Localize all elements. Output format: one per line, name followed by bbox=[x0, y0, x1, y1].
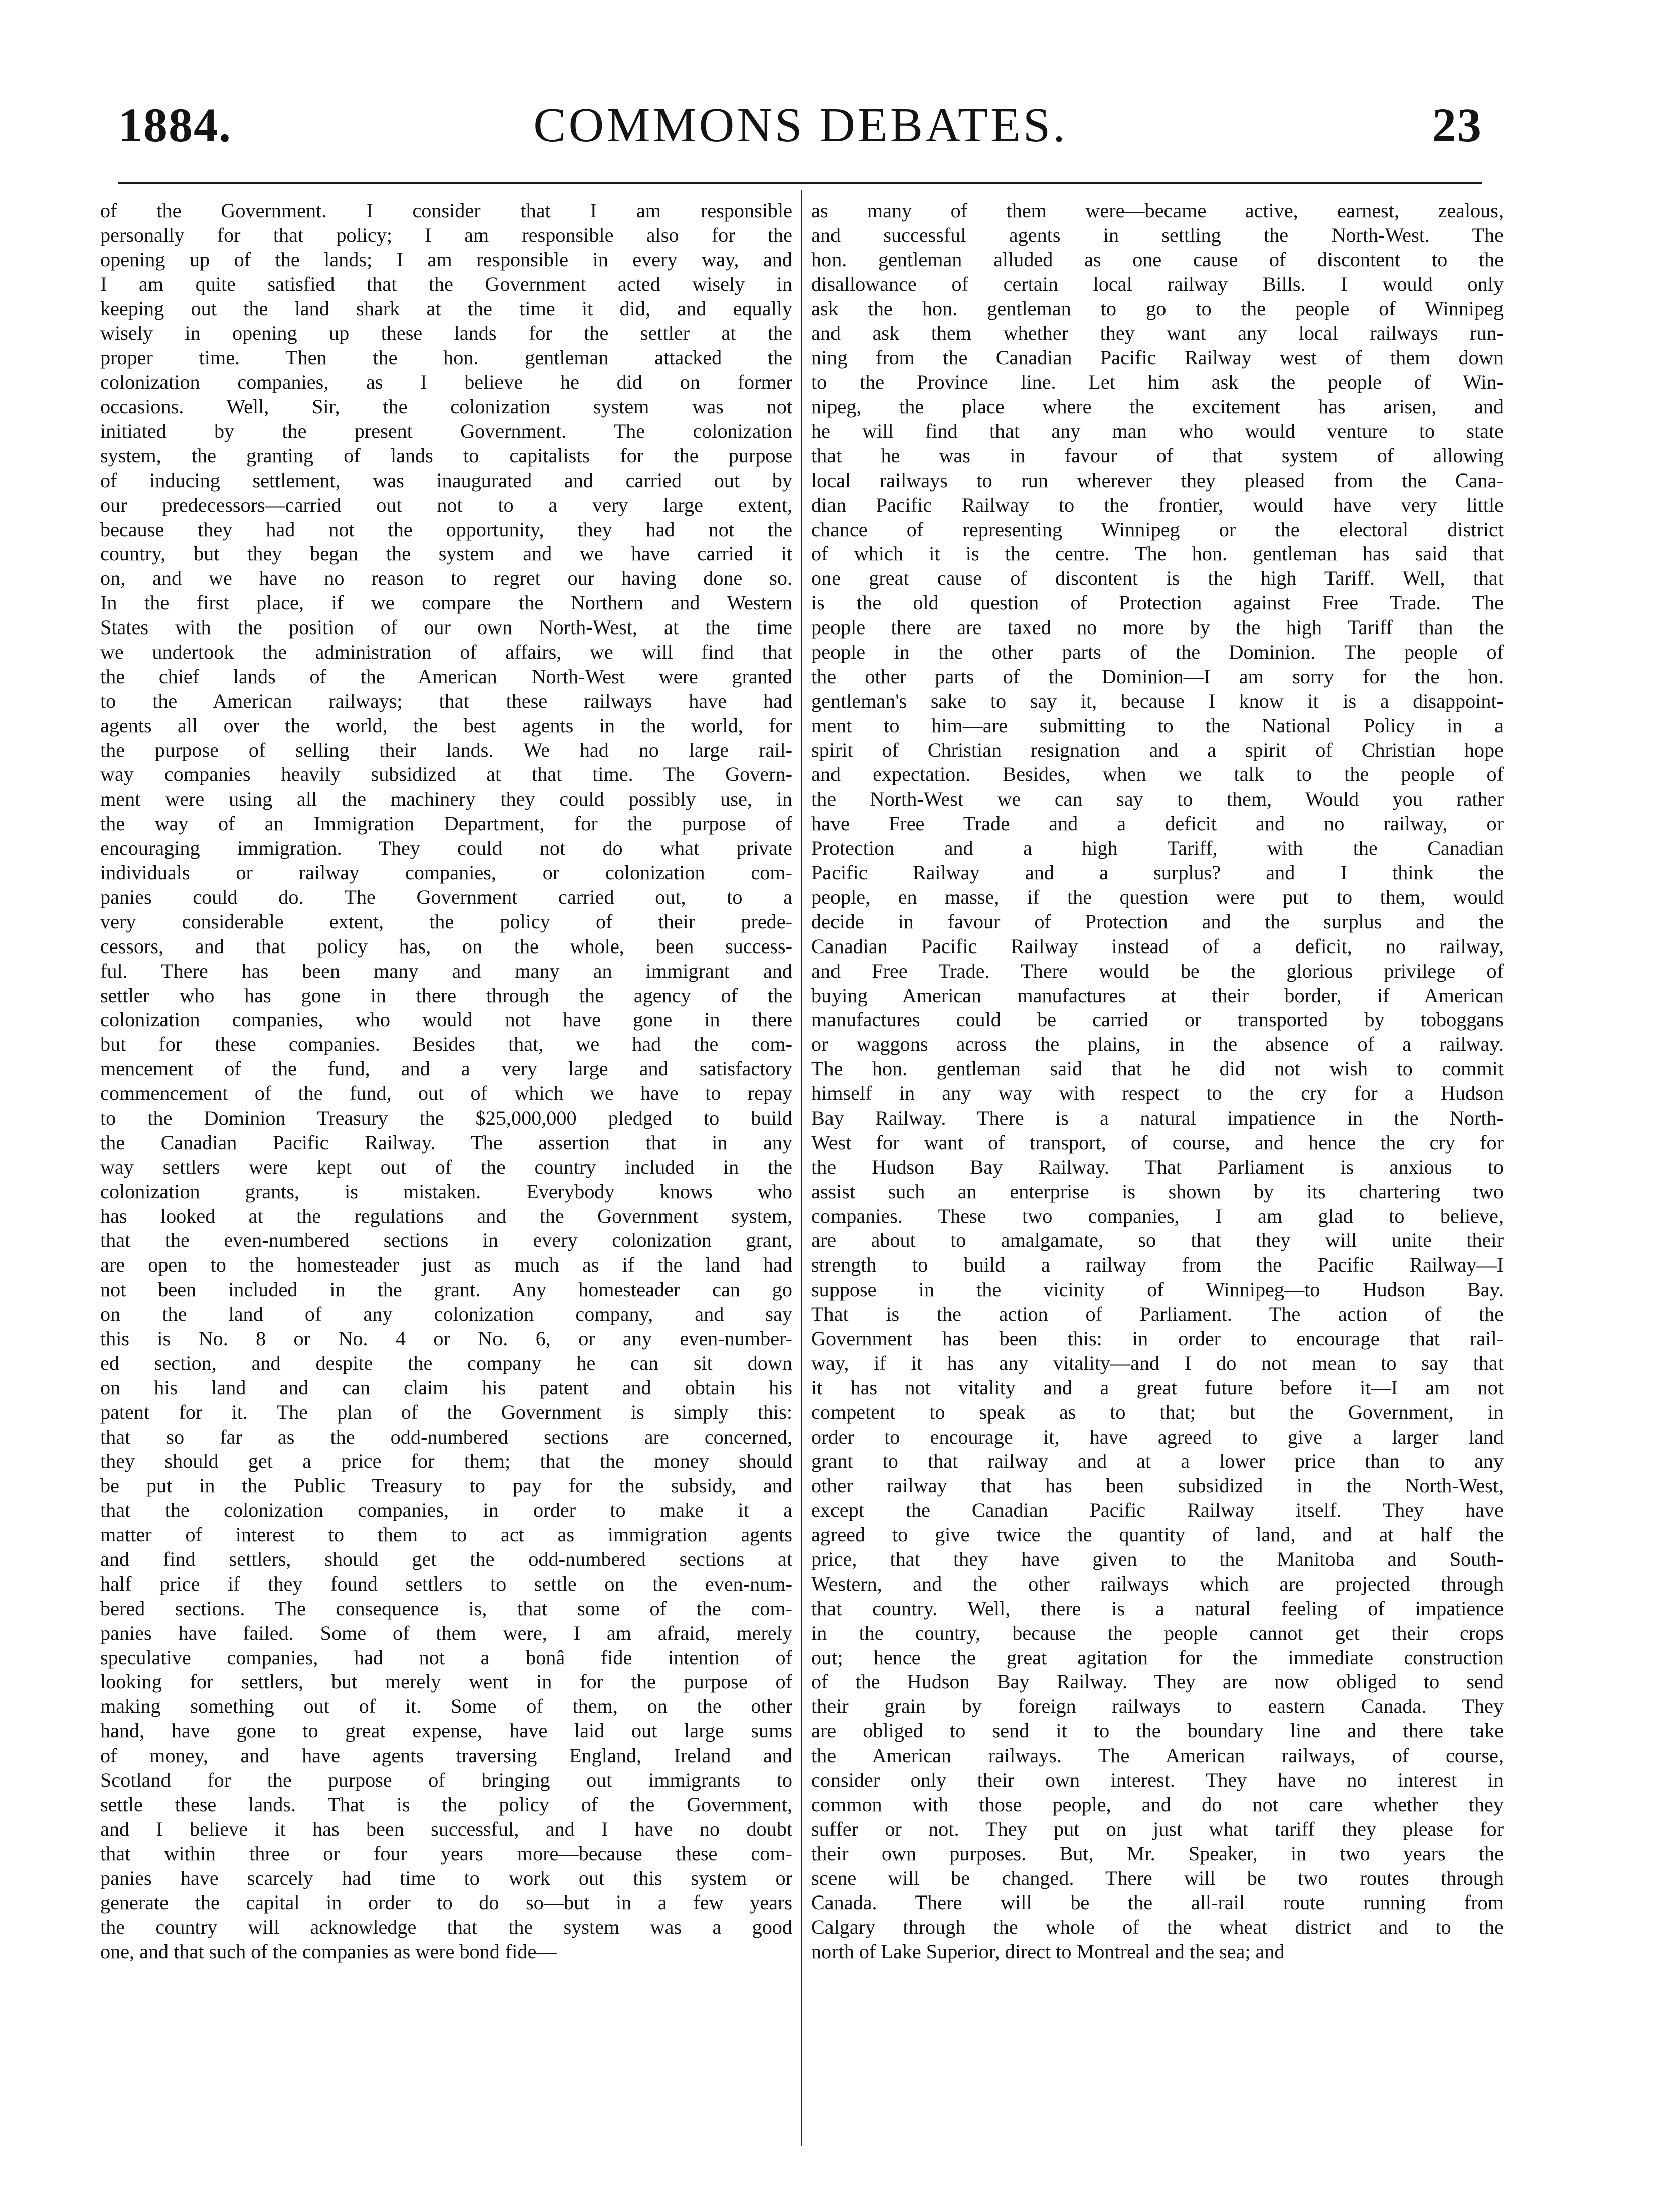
text-line: The hon. gentleman said that he did not wish to commit bbox=[811, 1057, 1504, 1080]
text-line: settler who has gone in there through the agency of the bbox=[100, 984, 792, 1007]
text-line: to the American railways; that these railways have had bbox=[100, 689, 792, 712]
text-line: he will find that any man who would venture to state bbox=[811, 420, 1504, 443]
text-line: people there are taxed no more by the high Tariff than the bbox=[811, 616, 1504, 639]
text-line: West for want of transport, of course, and hence the cry for bbox=[811, 1131, 1504, 1154]
text-line: because they had not the opportunity, they had not the bbox=[100, 518, 792, 541]
text-line: ful. There has been many and many an immigrant and bbox=[100, 959, 792, 982]
text-line: way, if it has any vitality—and I do not mean to say that bbox=[811, 1351, 1504, 1374]
text-line: it has not vitality and a great future before it—I am not bbox=[811, 1376, 1504, 1399]
text-line: generate the capital in order to do so—but in a few years bbox=[100, 1891, 792, 1914]
text-line: our predecessors—carried out not to a very large extent, bbox=[100, 493, 792, 516]
text-line: competent to speak as to that; but the Government, in bbox=[811, 1400, 1504, 1424]
text-line: except the Canadian Pacific Railway itself. They have bbox=[811, 1499, 1504, 1522]
text-line: as many of them were—became active, earnest, zealous, bbox=[811, 199, 1504, 222]
column-divider bbox=[801, 190, 802, 2146]
text-line: order to encourage it, have agreed to give a larger land bbox=[811, 1425, 1504, 1448]
text-line: north of Lake Superior, direct to Montreal and the sea; and bbox=[811, 1940, 1285, 1963]
text-line: speculative companies, had not a bonâ fide intention of bbox=[100, 1646, 792, 1669]
text-line: one, and that such of the companies as were bond fide— bbox=[100, 1940, 557, 1963]
text-line: proper time. Then the hon. gentleman attacked the bbox=[100, 346, 792, 369]
text-line: we undertook the administration of affairs, we will find that bbox=[100, 641, 792, 664]
text-line: half price if they found settlers to settle on the even-num- bbox=[100, 1572, 792, 1595]
text-line: dian Pacific Railway to the frontier, would have very little bbox=[811, 493, 1504, 516]
text-line: individuals or railway companies, or colonization com- bbox=[100, 861, 792, 884]
text-line: agreed to give twice the quantity of land, and at half the bbox=[811, 1523, 1504, 1546]
text-line: matter of interest to them to act as immigration agents bbox=[100, 1523, 792, 1546]
text-line: have Free Trade and a deficit and no railway, or bbox=[811, 812, 1504, 835]
text-line: suppose in the vicinity of Winnipeg—to Hudson Bay. bbox=[811, 1278, 1504, 1301]
text-line: of which it is the centre. The hon. gentleman has said that bbox=[811, 542, 1504, 565]
text-line: panies have scarcely had time to work out this system or bbox=[100, 1866, 792, 1889]
text-line: the chief lands of the American North-West were granted bbox=[100, 665, 792, 688]
text-line: are obliged to send it to the boundary line and there take bbox=[811, 1719, 1504, 1743]
text-line: of inducing settlement, was inaugurated and carried out by bbox=[100, 468, 792, 492]
left-text-column bbox=[100, 199, 792, 2140]
text-line: out; hence the great agitation for the immediate construction bbox=[811, 1646, 1504, 1669]
text-line: that the colonization companies, in order to make it a bbox=[100, 1499, 792, 1522]
text-line: That is the action of Parliament. The action of the bbox=[811, 1303, 1504, 1326]
text-line: be put in the Public Treasury to pay for the subsidy, and bbox=[100, 1474, 792, 1497]
text-line: and successful agents in settling the North-West. The bbox=[811, 223, 1504, 246]
text-line: their grain by foreign railways to eastern Canada. They bbox=[811, 1695, 1504, 1718]
text-line: the Hudson Bay Railway. That Parliament is anxious to bbox=[811, 1155, 1504, 1178]
text-line: initiated by the present Government. The colonization bbox=[100, 420, 792, 443]
text-line: colonization grants, is mistaken. Everybody knows who bbox=[100, 1180, 792, 1203]
text-line: that within three or four years more—because these com- bbox=[100, 1842, 792, 1865]
text-line: to the Dominion Treasury the $25,000,000 pledged to build bbox=[100, 1106, 792, 1129]
text-line: ment were using all the machinery they could possibly use, in bbox=[100, 787, 792, 811]
text-line: they should get a price for them; that the money should bbox=[100, 1450, 792, 1473]
text-line: patent for it. The plan of the Government is simply this: bbox=[100, 1400, 792, 1424]
text-line: way companies heavily subsidized at that time. The Govern- bbox=[100, 763, 792, 786]
text-line: Western, and the other railways which are projected through bbox=[811, 1572, 1504, 1595]
text-line: encouraging immigration. They could not do what private bbox=[100, 837, 792, 860]
text-line: and I believe it has been successful, and I have no doubt bbox=[100, 1817, 792, 1840]
text-line: the other parts of the Dominion—I am sorry for the hon. bbox=[811, 665, 1504, 688]
text-line: the country will acknowledge that the system was a good bbox=[100, 1916, 792, 1939]
page-header bbox=[118, 95, 1482, 161]
publication-title: COMMONS DEBATES. bbox=[533, 98, 1068, 152]
text-line: has looked at the regulations and the Government system, bbox=[100, 1204, 792, 1227]
text-line: nipeg, the place where the excitement has arisen, and bbox=[811, 395, 1504, 418]
text-line: agents all over the world, the best agents in the world, for bbox=[100, 714, 792, 737]
text-line: manufactures could be carried or transported by toboggans bbox=[811, 1008, 1504, 1031]
text-line: and ask them whether they want any local railways run- bbox=[811, 322, 1504, 345]
text-line: gentleman's sake to say it, because I know it is a disappoint- bbox=[811, 689, 1504, 712]
text-line: Government has been this: in order to encourage that rail- bbox=[811, 1327, 1504, 1350]
text-line: opening up of the lands; I am responsible in every way, and bbox=[100, 248, 792, 271]
text-line: the purpose of selling their lands. We had no large rail- bbox=[100, 738, 792, 761]
page-year: 1884. bbox=[118, 98, 232, 152]
text-line: mencement of the fund, and a very large and satisfactory bbox=[100, 1057, 792, 1080]
text-line: panies have failed. Some of them were, I am afraid, merely bbox=[100, 1621, 792, 1644]
right-text-column bbox=[811, 199, 1504, 2140]
text-line: price, that they have given to the Manitoba and South- bbox=[811, 1547, 1504, 1570]
text-line: spirit of Christian resignation and a spirit of Christian hope bbox=[811, 738, 1504, 761]
text-line: to the Province line. Let him ask the people of Win- bbox=[811, 371, 1504, 394]
text-line: personally for that policy; I am responsible also for the bbox=[100, 223, 792, 246]
text-line: wisely in opening up these lands for the settler at the bbox=[100, 322, 792, 345]
text-line: that country. Well, there is a natural feeling of impatience bbox=[811, 1597, 1504, 1620]
text-line: cessors, and that policy has, on the whole, been success- bbox=[100, 934, 792, 958]
text-line: or waggons across the plains, in the absence of a railway. bbox=[811, 1033, 1504, 1056]
text-line: way settlers were kept out of the country included in the bbox=[100, 1155, 792, 1178]
text-line: system, the granting of lands to capitalists for the purpose bbox=[100, 444, 792, 467]
text-line: strength to build a railway from the Pacific Railway—I bbox=[811, 1253, 1504, 1277]
text-line: In the first place, if we compare the Northern and Western bbox=[100, 591, 792, 614]
text-line: States with the position of our own North-West, at the time bbox=[100, 616, 792, 639]
text-line: the Canadian Pacific Railway. The assertion that in any bbox=[100, 1131, 792, 1154]
text-line: ning from the Canadian Pacific Railway west of them down bbox=[811, 346, 1504, 369]
text-line: that he was in favour of that system of allowing bbox=[811, 444, 1504, 467]
text-line: colonization companies, who would not have gone in there bbox=[100, 1008, 792, 1031]
text-line: decide in favour of Protection and the surplus and the bbox=[811, 910, 1504, 933]
text-line: that the even-numbered sections in every colonization grant, bbox=[100, 1229, 792, 1252]
text-line: Canadian Pacific Railway instead of a deficit, no railway, bbox=[811, 934, 1504, 958]
text-line: this is No. 8 or No. 4 or No. 6, or any even-number- bbox=[100, 1327, 792, 1350]
text-line: on the land of any colonization company, and say bbox=[100, 1303, 792, 1326]
text-line: suffer or not. They put on just what tariff they please for bbox=[811, 1817, 1504, 1840]
text-line: and Free Trade. There would be the glorious privilege of bbox=[811, 959, 1504, 982]
text-line: commencement of the fund, out of which we have to repay bbox=[100, 1082, 792, 1105]
text-line: the North-West we can say to them, Would you rather bbox=[811, 787, 1504, 811]
text-line: on his land and can claim his patent and obtain his bbox=[100, 1376, 792, 1399]
text-line: Pacific Railway and a surplus? and I think the bbox=[811, 861, 1504, 884]
text-line: very considerable extent, the policy of their prede- bbox=[100, 910, 792, 933]
text-line: that so far as the odd-numbered sections are concerned, bbox=[100, 1425, 792, 1448]
text-line: local railways to run wherever they pleased from the Cana- bbox=[811, 468, 1504, 492]
text-line: ed section, and despite the company he can sit down bbox=[100, 1351, 792, 1374]
text-line: panies could do. The Government carried out, to a bbox=[100, 885, 792, 908]
text-line: but for these companies. Besides that, we had the com- bbox=[100, 1033, 792, 1056]
text-line: Bay Railway. There is a natural impatience in the North- bbox=[811, 1106, 1504, 1129]
text-line: one great cause of discontent is the high Tariff. Well, that bbox=[811, 567, 1504, 590]
header-rule bbox=[118, 182, 1482, 184]
text-line: occasions. Well, Sir, the colonization system was not bbox=[100, 395, 792, 418]
text-line: Protection and a high Tariff, with the Canadian bbox=[811, 837, 1504, 860]
text-line: the American railways. The American railways, of course, bbox=[811, 1744, 1504, 1767]
text-line: and find settlers, should get the odd-numbered sections at bbox=[100, 1547, 792, 1570]
text-line: in the country, because the people cannot get their crops bbox=[811, 1621, 1504, 1644]
text-line: consider only their own interest. They have no interest in bbox=[811, 1769, 1504, 1791]
text-line: of the Hudson Bay Railway. They are now obliged to send bbox=[811, 1670, 1504, 1693]
text-line: bered sections. The consequence is, that some of the com- bbox=[100, 1597, 792, 1620]
text-line: looking for settlers, but merely went in for the purpose of bbox=[100, 1670, 792, 1693]
text-line: I am quite satisfied that the Government acted wisely in bbox=[100, 272, 792, 295]
text-line: colonization companies, as I believe he did on former bbox=[100, 371, 792, 394]
text-line: people, en masse, if the question were put to them, would bbox=[811, 885, 1504, 908]
page-number: 23 bbox=[1432, 98, 1482, 152]
text-line: are open to the homesteader just as much as if the land had bbox=[100, 1253, 792, 1277]
text-line: keeping out the land shark at the time it did, and equally bbox=[100, 297, 792, 320]
text-line: himself in any way with respect to the cry for a Hudson bbox=[811, 1082, 1504, 1105]
text-line: and expectation. Besides, when we talk to the people of bbox=[811, 763, 1504, 786]
text-line: Scotland for the purpose of bringing out immigrants to bbox=[100, 1769, 792, 1791]
text-line: grant to that railway and at a lower price than to any bbox=[811, 1450, 1504, 1473]
text-line: Canada. There will be the all-rail route running from bbox=[811, 1891, 1504, 1914]
text-line: country, but they began the system and we have carried it bbox=[100, 542, 792, 565]
text-line: the way of an Immigration Department, for the purpose of bbox=[100, 812, 792, 835]
text-line: their own purposes. But, Mr. Speaker, in two years the bbox=[811, 1842, 1504, 1865]
text-line: are about to amalgamate, so that they will unite their bbox=[811, 1229, 1504, 1252]
text-line: companies. These two companies, I am glad to believe, bbox=[811, 1204, 1504, 1227]
text-line: people in the other parts of the Dominion. The people of bbox=[811, 641, 1504, 664]
text-line: scene will be changed. There will be two routes through bbox=[811, 1866, 1504, 1889]
text-line: common with those people, and do not care whether they bbox=[811, 1793, 1504, 1816]
text-line: assist such an enterprise is shown by its chartering two bbox=[811, 1180, 1504, 1203]
text-line: Calgary through the whole of the wheat district and to the bbox=[811, 1916, 1504, 1939]
text-line: hon. gentleman alluded as one cause of discontent to the bbox=[811, 248, 1504, 271]
text-line: settle these lands. That is the policy of the Government, bbox=[100, 1793, 792, 1816]
text-line: ask the hon. gentleman to go to the people of Winnipeg bbox=[811, 297, 1504, 320]
text-line: of the Government. I consider that I am responsible bbox=[100, 199, 792, 222]
text-line: ment to him—are submitting to the National Policy in a bbox=[811, 714, 1504, 737]
text-line: other railway that has been subsidized in the North-West, bbox=[811, 1474, 1504, 1497]
text-line: buying American manufactures at their border, if American bbox=[811, 984, 1504, 1007]
text-line: is the old question of Protection against Free Trade. The bbox=[811, 591, 1504, 614]
text-line: not been included in the grant. Any homesteader can go bbox=[100, 1278, 792, 1301]
text-line: disallowance of certain local railway Bills. I would only bbox=[811, 272, 1504, 295]
text-line: on, and we have no reason to regret our having done so. bbox=[100, 567, 792, 590]
text-line: chance of representing Winnipeg or the electoral district bbox=[811, 518, 1504, 541]
text-line: making something out of it. Some of them, on the other bbox=[100, 1695, 792, 1718]
text-line: of money, and have agents traversing England, Ireland and bbox=[100, 1744, 792, 1767]
text-line: hand, have gone to great expense, have laid out large sums bbox=[100, 1719, 792, 1743]
